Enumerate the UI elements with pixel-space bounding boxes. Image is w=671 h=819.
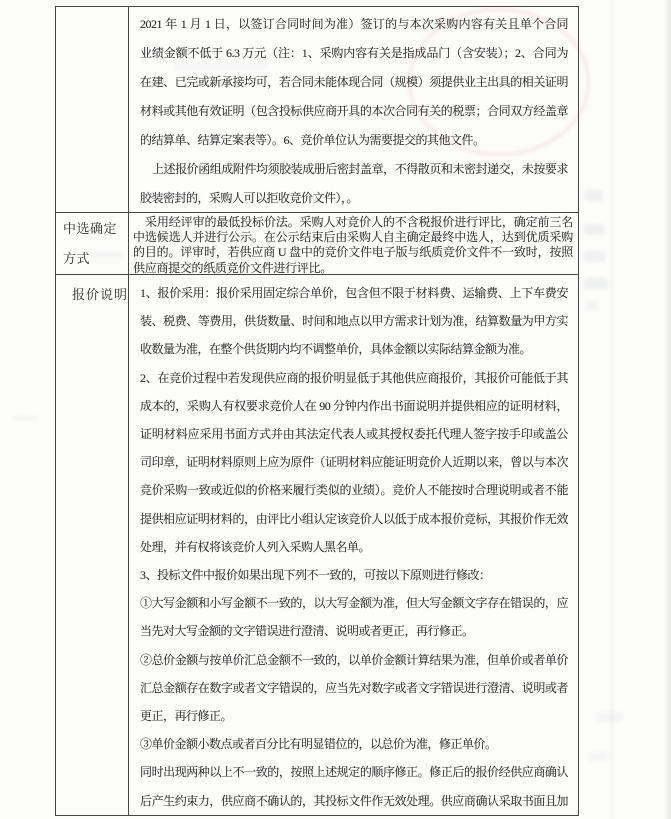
bid-document-table [55,6,579,816]
paragraph [140,561,568,589]
paragraph [140,646,568,731]
text-line: 胶装密封的，采购人可以拒收竞价文件），。 [140,191,359,205]
text-line: 的结算单、结算定案表等）。6、竞价单位认为需要提交的其他文件。 [140,133,485,147]
table-row-quote-notes [56,275,578,815]
text-line: 采用经评审的最低投标价法。采购人对竞价人的不含税报价进行评比，确定前三名 [145,215,573,229]
text-line: 2021 年 1 月 1 日，以签订合同时间为准）签订的与本次采购内容有关且单个合同 [140,17,568,31]
paragraph [133,215,573,274]
text-line: 汇总金额存在数字或者文字错误的，应当先对数字或者文字错误进行澄清、说明或者 [140,680,568,695]
text-line: 业绩金额不低于 6.3 万元（注：1、采购内容有关是指成品门（含安装）；2、合同为 [140,46,568,60]
text-line: 当先对大写金额的文字错误进行澄清、说明或者更正，再行修正。 [140,624,474,639]
text-line: 供应商提交的纸质竞价文件进行评比。 [133,260,332,274]
paragraph [140,730,568,758]
row-content-quote-notes [129,275,578,815]
ink-bleed-artifact [12,416,38,420]
paragraph [140,758,568,814]
paragraph [140,364,568,561]
row-content-continuation [129,7,578,212]
text-line: 更正，再行修正。 [140,709,233,724]
text-line: 材料或其他有效证明（包含投标供应商开具的本次合同有关的税票；合同双方经盖章 [140,104,568,118]
text-line: 装、税费、等费用，供货数量、时间和地点以甲方需求计划为准，结算数量为甲方实 [140,314,568,329]
text-line: ②总价金额与按单价汇总金额不一致的，以单价金额计算结果为准，但单价或者单价 [140,652,568,667]
ink-bleed-artifact [584,278,608,289]
text-line: 竞价采购一致或近似的价格来履行类似的业绩）。竞价人不能按时合理说明或者不能 [140,483,568,498]
row-label-cell-empty [56,7,129,212]
text-line: 1、报价采用：报价采用固定综合单价，包含但不限于材料费、运输费、上下车费安 [140,286,568,300]
paragraph [140,589,568,645]
text-line: 提供相应证明材料的，由评比小组认定该竞价人以低于成本报价竞标，其报价作无效 [140,511,568,526]
ink-bleed-artifact [583,251,605,262]
text-line: 的目的。评审时，若供应商 U 盘中的竞价文件电子版与纸质竞价文件不一致时，按照 [133,245,573,260]
ink-bleed-artifact [586,300,598,310]
text-line: 上述报价函组成附件均须胶装成册后密封盖章，不得散页和未密封递交，未按要求 [152,162,568,176]
ink-bleed-artifact [585,190,603,201]
text-line: 证明材料应采用书面方式并由其法定代表人或其授权委托代理人签字按手印或盖公 [140,427,568,442]
text-line: 3、投标文件中报价如果出现下列不一致的，可按以下原则进行修改： [140,568,491,583]
text-line: 处理，并有权将该竞价人列入采购人黑名单。 [140,539,371,554]
text-line: 中选候选人并进行公示。在公示结束后由采购人自主确定最终中选人，达到优质采购 [133,230,573,245]
paragraph [140,155,568,212]
row-label-selection-method: 中选确定方式 [63,221,118,266]
text-line: 收数量为准，在整个供货期内均不调整单价，具体金额以实际结算金额为准。 [140,342,532,357]
text-line: 司印章，证明材料原则上应为原件（证明材料应能证明竞价人近期以来，曾以与本次 [140,455,568,470]
row-label-cell [56,275,129,815]
scan-edge-shading [664,0,671,819]
ink-bleed-artifact [588,752,608,761]
text-line: 在建、已完或新承接均可，若合同未能体现合同（规模）须提供业主出具的相关证明 [140,75,568,89]
text-line: ①大写金额和小写金额不一致的，以大写金额为准，但大写金额文字存在错误的，应 [140,596,568,611]
row-label-cell [56,213,129,274]
row-content-selection-method [129,213,578,274]
table-row-continuation [56,7,578,213]
text-line: ③单价金额小数点或者百分比有明显错位的，以总价为准，修正单价。 [140,737,497,752]
text-line: 同时出现两种以上不一致的，按照上述规定的顺序修正。修正后的报价经供应商确认 [140,765,568,780]
table-row-selection-method [56,213,578,275]
paragraph [140,279,568,364]
text-line: 2、在竞价过程中若发现供应商的报价明显低于其他供应商报价，其报价可能低于其 [140,370,568,385]
page-edge-shadow-line [611,0,613,819]
ink-bleed-artifact [596,712,622,722]
text-line: 成本的，采购人有权要求竞价人在 90 分钟内作出书面说明并提供相应的证明材料， [140,398,568,413]
ink-bleed-artifact [584,224,604,235]
row-label-quote-notes: 报价说明 [72,287,129,302]
text-line: 后产生约束力，供应商不确认的，其投标文件作无效处理。供应商确认采取书面且加 [140,793,568,808]
paragraph [140,10,568,155]
